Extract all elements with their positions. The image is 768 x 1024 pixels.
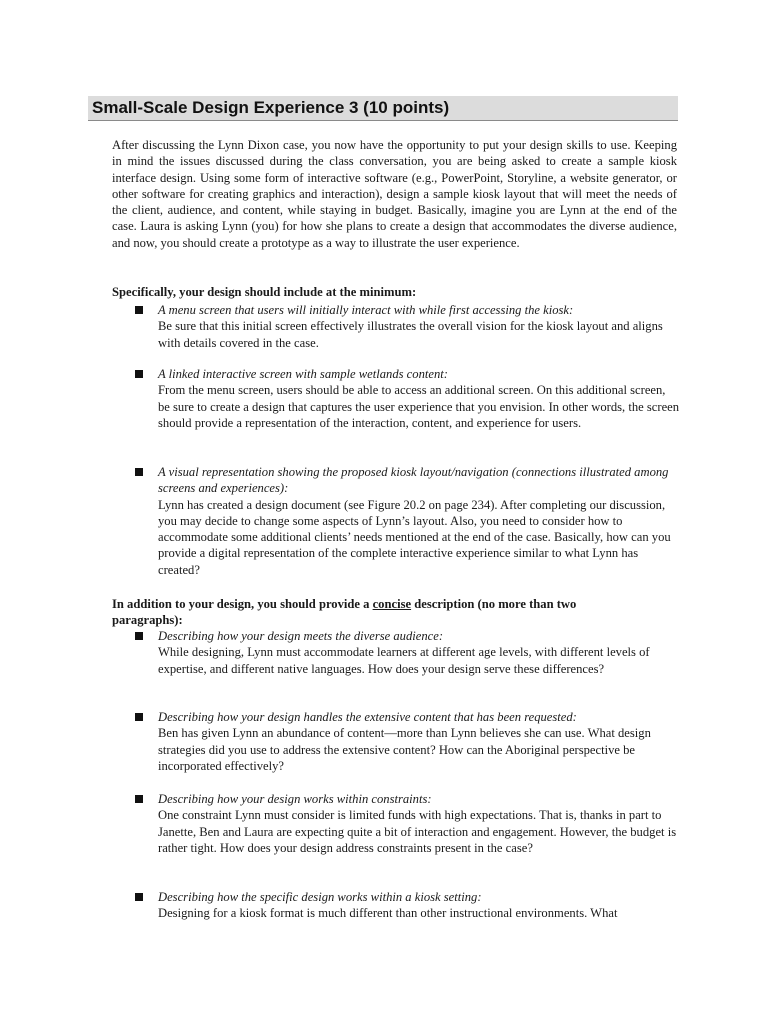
- item-description: One constraint Lynn must consider is limited funds with high expectations. That is, thanks in part to Janette, Ben and Laura are expecting quite a bit of interaction and engagement. However, the budget is rather tight. How does your design address constraints present in the case?: [158, 808, 677, 855]
- page-title: Small-Scale Design Experience 3 (10 points): [92, 98, 450, 117]
- list-item: [135, 889, 680, 922]
- item-description: Designing for a kiosk format is much different than other instructional environments. What: [158, 906, 618, 921]
- title-bar: [88, 96, 678, 121]
- item-description: Be sure that this initial screen effectively illustrates the overall vision for the kiosk layout and aligns with details covered in the case.: [158, 319, 663, 350]
- bullet-square-icon: [135, 795, 143, 803]
- bullet-square-icon: [135, 632, 143, 640]
- item-description: From the menu screen, users should be able to access an additional screen. On this additional screen, be sure to create a design that captures the user experience that you envision. In other words, the screen should provide a representation of the interaction, content, and experience for users.: [158, 383, 680, 430]
- item-title: Describing how your design meets the diverse audience:: [158, 629, 444, 643]
- item-title: A menu screen that users will initially interact with while first accessing the kiosk:: [158, 303, 574, 317]
- heading-text: description (no more than two paragraphs):: [112, 597, 577, 628]
- item-description: Ben has given Lynn an abundance of content—more than Lynn believes she can use. What design strategies did you use to address the extensive content? How can the Aboriginal perspective be incorporated effectively?: [158, 726, 651, 773]
- list-item: [135, 791, 680, 856]
- item-title: A visual representation showing the proposed kiosk layout/navigation (connections illustrated among screens and experiences):: [158, 465, 669, 496]
- intro-paragraph: After discussing the Lynn Dixon case, you now have the opportunity to put your design skills to use. Keeping in mind the issues discussed during the class conversation, you are being asked to create a sample kiosk interface design. Using some form of interactive software (e.g., PowerPoint, Storyline, a website generator, or other software for creating graphics and interaction), design a sample kiosk layout that will meet the needs of the client, audience, and content, while staying in budget. Basically, imagine you are Lynn at the end of the case. Laura is asking Lynn (you) for how she plans to create a design that accommodates the diverse audience, and now, you should create a prototype as a way to illustrate the user experience.: [112, 138, 677, 250]
- list-item: [135, 464, 680, 578]
- item-title: Describing how your design works within constraints:: [158, 792, 432, 806]
- list-item: [135, 628, 680, 677]
- bullet-square-icon: [135, 306, 143, 314]
- list-item: [135, 709, 680, 774]
- list-item: [135, 366, 680, 431]
- item-description: While designing, Lynn must accommodate learners at different age levels, with different levels of expertise, and different native languages. How does your design serve these differences?: [158, 645, 650, 676]
- section-heading-requirements: Specifically, your design should include at the minimum:: [112, 285, 417, 299]
- item-title: Describing how the specific design works within a kiosk setting:: [158, 890, 482, 904]
- bullet-square-icon: [135, 893, 143, 901]
- heading-text: In addition to your design, you should provide a: [112, 597, 373, 611]
- bullet-square-icon: [135, 370, 143, 378]
- item-description: Lynn has created a design document (see Figure 20.2 on page 234). After completing our discussion, you may decide to change some aspects of Lynn’s layout. Also, you need to consider how to accommodate some additional clients’ needs mentioned at the end of the case. Basically, how can you provide a digital representation of the complete interactive experience similar to what Lynn has created?: [158, 497, 671, 577]
- bullet-square-icon: [135, 713, 143, 721]
- section-heading-description: [112, 596, 632, 629]
- item-title: Describing how your design handles the extensive content that has been requested:: [158, 710, 577, 724]
- bullet-square-icon: [135, 468, 143, 476]
- heading-underlined-word: concise: [372, 597, 412, 611]
- list-item: [135, 302, 680, 351]
- item-title: A linked interactive screen with sample wetlands content:: [158, 367, 448, 381]
